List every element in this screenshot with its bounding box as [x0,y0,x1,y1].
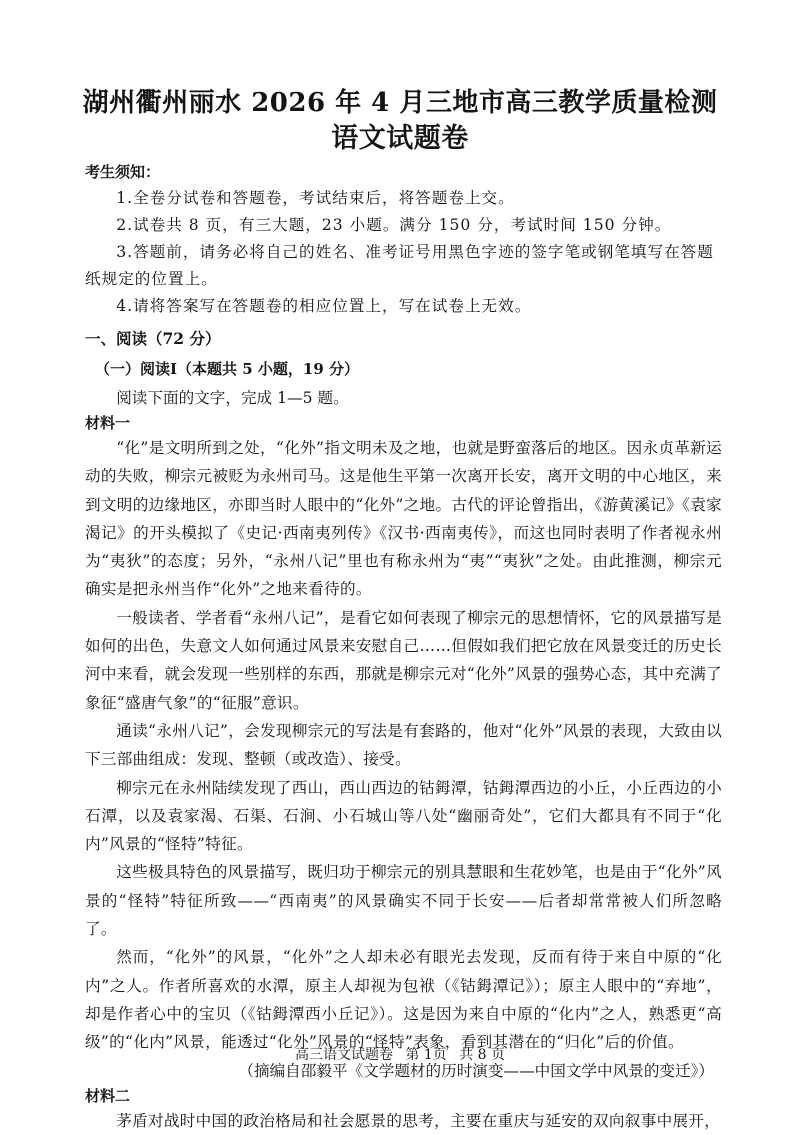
notice-item: 3.答题前，请务必将自己的姓名、准考证号用黑色字迹的签字笔或钢笔填写在答题纸规定的位置上。 [85,243,714,288]
paper-title: 语文试题卷 [331,123,469,154]
subsection-heading: （一）阅读Ⅰ（本题共 5 小题，19 分） [95,360,359,378]
page-footer [0,1044,800,1064]
material-2-label: 材料二 [85,1086,131,1105]
exam-title: 湖州衢州丽水 2026 年 4 月三地市高三教学质量检测 [82,88,718,118]
reading-instruction: 阅读下面的文字，完成 1—5 题。 [116,389,349,407]
material-2-paragraph: 茅盾对战时中国的政治格局和社会愿景的思考，主要在重庆与延安的双向叙事中展开， [116,1111,721,1130]
notice-item: 2.试卷共 8 页，有三大题，23 小题。满分 150 分，考试时间 150 分钟。 [116,216,672,234]
section-heading: 一、阅读（72 分） [85,329,221,348]
material-1-paragraph: 然而，“化外”的风景，“化外”之人却未必有眼光去发现，反而有待于来自中原的“化内”之人。作者所喜欢的水潭，原主人却视为包袱（《钴鉧潭记》）；原主人眼中的“弃地”，却是作者心中的宝贝（《钴鉧潭西小丘记》）。这是因为来自中原的“化内”之人，熟悉更“高级”的“化内”风景，能透过“化外”风景的“怪特”表象，看到其潜在的“归化”后的价值。 [85,948,722,1052]
material-1-source: （摘编自邵毅平《文学题材的历时演变——中国文学中风景的变迁》） [238,1061,714,1080]
footer-page-total: 共 8 页 [459,1047,506,1063]
notice-item: 4.请将答案写在答题卷的相应位置上，写在试卷上无效。 [116,297,532,315]
page-body [85,160,722,1135]
notice-item: 1.全卷分试卷和答题卷，考试结束后，将答题卷上交。 [116,189,515,207]
material-1-label: 材料一 [85,414,131,432]
material-1-paragraph: 通读“永州八记”，会发现柳宗元的写法是有套路的，他对“化外”风景的表现，大致由以下三部曲组成：发现、整顿（或改造）、接受。 [85,721,722,769]
material-1-paragraph: 一般读者、学者看“永州八记”，是看它如何表现了柳宗元的思想情怀，它的风景描写是如何的出色，失意文人如何通过风景来安慰自己……但假如我们把它放在风景变迁的历史长河中来看，就会发现一些别样的东西，那就是柳宗元对“化外”风景的强势心态，其中充满了象征“盛唐气象”的“征服”意识。 [85,608,722,712]
material-1-paragraph: 柳宗元在永州陆续发现了西山，西山西边的钴鉧潭，钴鉧潭西边的小丘，小丘西边的小石潭，以及袁家渴、石渠、石涧、小石城山等八处“幽丽奇处”，它们大都具有不同于“化内”风景的“怪特”特征。 [85,778,722,854]
notice-heading: 考生须知： [85,163,161,181]
footer-title: 高三语文试题卷 [294,1047,393,1063]
material-1-paragraph: “化”是文明所到之处，“化外”指文明未及之地，也就是野蛮落后的地区。因永贞革新运动的失败，柳宗元被贬为永州司马。这是他生平第一次离开长安，离开文明的中心地区，来到文明的边缘地区，亦即当时人眼中的“化外”之地。古代的评论曾指出，《游黄溪记》《袁家渴记》的开头模拟了《史记·西南夷列传》《汉书·西南夷传》，而这也同时表明了作者视永州为“夷狄”的态度；另外，“永州八记”里也有称永州为“夷”“夷狄”之处。由此推测，柳宗元确实是把永州当作“化外”之地来看待的。 [85,439,722,599]
material-1-paragraph: 这些极具特色的风景描写，既归功于柳宗元的别具慧眼和生花妙笔，也是由于“化外”风景的“怪特”特征所致——“西南夷”的风景确实不同于长安——后者却常常被人们所忽略了。 [85,863,722,939]
footer-page-number: 第 1页 [405,1047,447,1063]
candidate-notice [85,160,722,320]
